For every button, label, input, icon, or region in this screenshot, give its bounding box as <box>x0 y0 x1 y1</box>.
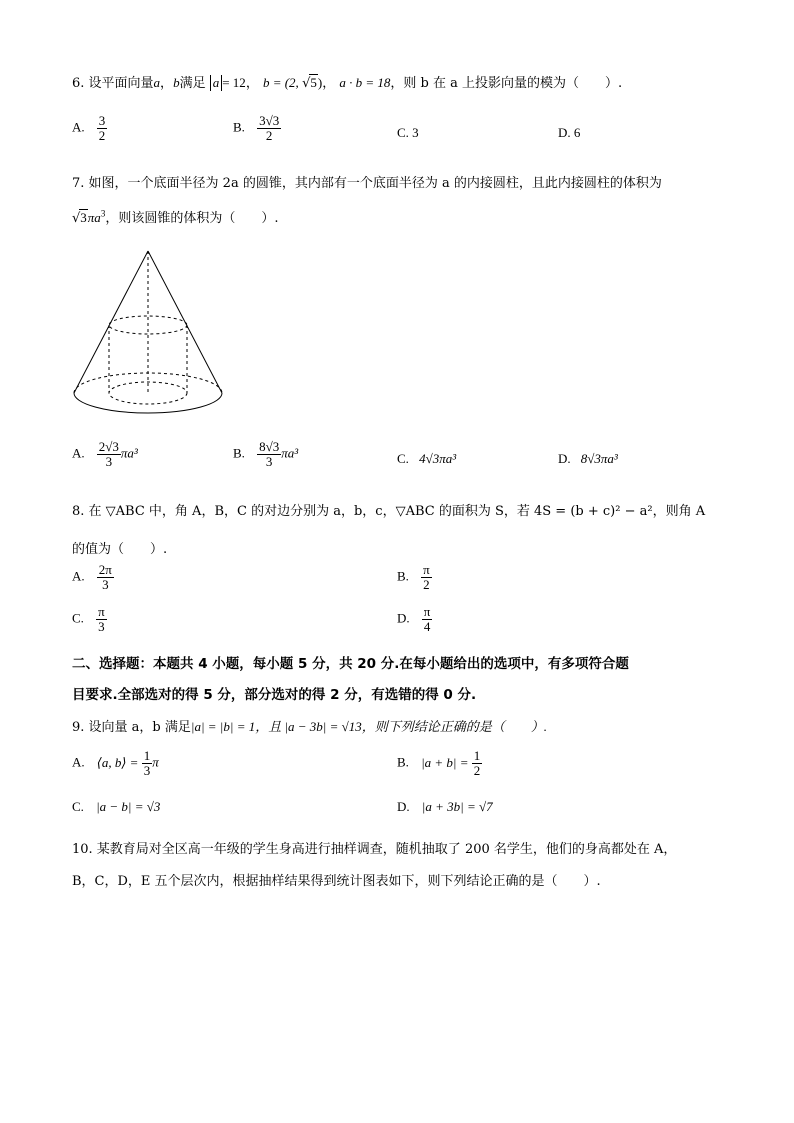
section-2-heading-cont: 目要求.全部选对的得 5 分，部分选对的得 2 分，有选错的得 0 分. <box>72 687 477 703</box>
fraction: $\frac{1}{3}$ <box>143 748 151 778</box>
fraction: $\frac{3}{2}$ <box>98 113 106 143</box>
fraction: $\frac{\pi}{4}$ <box>423 604 431 634</box>
question-7-line1: 7. 如图，一个底面半径为 2a 的圆锥，其内部有一个底面半径为 a 的内接圆柱，且此内接圆柱的体积为 <box>72 176 662 191</box>
fraction: $\frac{8√3}{3}$ <box>259 439 280 469</box>
question-7-line2: $√3\pi a^3$，则该圆锥的体积为（ ）. <box>72 208 279 226</box>
q8-option-a[interactable]: A. $\frac{2\pi}{3}$ <box>72 562 112 592</box>
cone-base-front <box>74 393 222 413</box>
q9-option-d[interactable]: D. |a + 3b| = √7 <box>397 799 493 814</box>
question-10-line2: B，C，D，E 五个层次内，根据抽样结果得到统计图表如下，则下列结论正确的是（ ）. <box>72 874 601 889</box>
q8-option-b[interactable]: B. $\frac{\pi}{2}$ <box>397 562 430 592</box>
question-8-line1: 8. 在 ▽ABC 中，角 A，B，C 的对边分别为 a，b，c，▽ABC 的面积为 S，若 4S = (b + c)² − a²，则角 A <box>72 504 706 519</box>
question-9-stem: 9. 设向量 a，b 满足|a| = |b| = 1，且 |a − 3b| = √13，则下列结论正确的是（ ）. <box>72 719 548 735</box>
question-10-line1: 10. 某教育局对全区高一年级的学生身高进行抽样调查，随机抽取了 200 名学生，他们的身高都处在 A， <box>72 842 677 857</box>
q7-option-a[interactable]: A. $\frac{2√3}{3}$ πa³ <box>72 439 138 469</box>
q6-option-a[interactable]: A. $\frac{3}{2}$ <box>72 113 106 143</box>
fraction: $\frac{2√3}{3}$ <box>98 439 119 469</box>
section-2-heading: 二、选择题：本题共 4 小题，每小题 5 分，共 20 分.在每小题给出的选项中，有多项符合题 <box>72 656 629 672</box>
q6-option-c[interactable]: C. 3 <box>397 125 419 140</box>
fraction: $\frac{2\pi}{3}$ <box>98 562 112 592</box>
cone-with-inscribed-cylinder-figure <box>70 248 230 418</box>
q9-option-a[interactable]: A. ⟨a, b⟩ = $\frac{1}{3}$ π <box>72 748 159 778</box>
q8-option-c[interactable]: C. $\frac{\pi}{3}$ <box>72 604 105 634</box>
fraction: $\frac{\pi}{3}$ <box>98 604 105 634</box>
question-6-stem: 6. 设平面向量a，b满足 a = 12， b = (2, √5)， a · b = 18，则 b 在 a 上投影向量的模为（ ）. <box>72 75 623 91</box>
fraction: $\frac{3√3}{2}$ <box>259 113 280 143</box>
q8-option-d[interactable]: D. $\frac{\pi}{4}$ <box>397 604 431 634</box>
cone-right-edge <box>148 251 222 393</box>
fraction: $\frac{1}{2}$ <box>473 748 481 778</box>
q6-option-b[interactable]: B. $\frac{3√3}{2}$ <box>233 113 280 143</box>
q7-option-c[interactable]: C. 4√3πa³ <box>397 451 457 466</box>
q6-option-d[interactable]: D. 6 <box>558 125 581 140</box>
q7-option-b[interactable]: B. $\frac{8√3}{3}$ πa³ <box>233 439 299 469</box>
q7-option-d[interactable]: D. 8√3πa³ <box>558 451 618 466</box>
q9-option-c[interactable]: C. |a − b| = √3 <box>72 799 161 814</box>
question-8-line2: 的值为（ ）. <box>72 542 168 557</box>
fraction: $\frac{\pi}{2}$ <box>423 562 430 592</box>
q9-option-b[interactable]: B. |a + b| = $\frac{1}{2}$ <box>397 748 481 778</box>
